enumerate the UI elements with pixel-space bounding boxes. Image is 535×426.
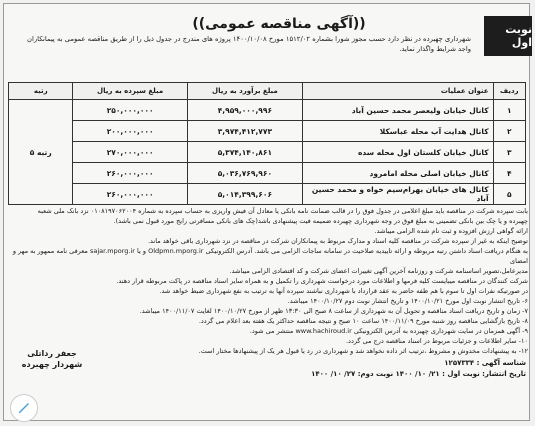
row-title: کانال خیابان کلستان اول محله سده: [302, 142, 493, 163]
body-line: مدیرعامل،تصویر اساسنامه شرکت و روزنامه آخرین آگهی تغییرات اعضای شرکت و کد اقتصادی الزامی میباشد.: [229, 267, 528, 275]
row-estimate: ۴,۹۵۹,۰۰۰,۹۹۶: [187, 100, 302, 121]
body-line: به هنگام دریافت اسناد داشتن رتبه مربوطه و ارائه تاییدیه صلاحیت در سامانه ساجات الزامی می باشد. آدرس الکترونیکی Oldpmn.mporg.ir و یا sajar.mporg.ir معرفی نامه ممهور به مهر و امضای: [12, 247, 528, 265]
row-title: کانال های خیابان بهرام‌سیم خواه و محمد حسین آباد: [302, 184, 493, 205]
row-number: ۲: [493, 121, 525, 142]
signer-role: شهردار چهبرده: [21, 360, 83, 369]
header-rank: رتبه: [9, 83, 73, 100]
row-estimate: ۵,۰۳۶,۷۶۹,۹۶۰: [187, 163, 302, 184]
row-number: ۵: [493, 184, 525, 205]
table-row: [9, 163, 526, 184]
table-row: [9, 184, 526, 205]
tender-table: [8, 82, 526, 205]
row-estimate: ۵,۰۱۴,۳۹۹,۶۰۶: [187, 184, 302, 205]
header-row-number: ردیف: [493, 83, 525, 100]
row-deposit: ۲۶۰,۰۰۰,۰۰۰: [73, 184, 187, 205]
table-row: [9, 142, 526, 163]
body-line: ۸- تاریخ بازگشایی مناقصه روز شنبه مورخ ۱۴۰۰/۱۱/۰۹ ساعت ۱۰ صبح و نتیجه مناقصه حداکثر یک هفته بعد اعلام می گردد.: [198, 317, 528, 325]
publish-dates: تاریخ انتشار: نوبت اول : ۲۱/ ۱۰/ ۱۴۰۰ نوبت دوم: ۲۷/ ۱۰/ ۱۴۰۰: [311, 370, 526, 378]
body-line: شرکت کنندگان در مناقصه میبایست کلیه فرمها و اطلاعات مورد درخواست شهرداری را تکمیل و به همراه سایر اسناد مناقصه در پاکت مربوطه قرار دهند.: [116, 277, 528, 285]
body-line: ۷- زمان و تاریخ دریافت اسناد مناقصه و تحویل آن به شهرداری از ساعت ۸ صبح الی ۱۳:۳۰ ظهر از مورخ ۱۴۰۰/۱۰/۲۷ لغایت ۱۴۰۰/۱۱/۰۷ میباشد.: [139, 307, 528, 315]
body-line: توضیح اینکه به غیر از سپرده شرکت در مناقصه کلیه اسناد و مدارک مربوط به پیمانکاران شرکت در مناقصه در نزد شهرداری باقی خواهد ماند.: [147, 237, 528, 245]
body-line: ارائه گواهی ارزش افزوده و ثبت نام شده الزامی میباشد.: [374, 227, 528, 235]
notice-footer: [270, 358, 526, 380]
row-estimate: ۳,۹۷۴,۴۱۲,۷۷۳: [187, 121, 302, 142]
body-line: ۱۲- به پیشنهادات مخدوش و مشروط ،ترتیب اثر داده نخواهد شد و شهرداری در رد یا قبول هر یک از پیشنهادها مختار است.: [198, 347, 528, 355]
notice-intro: شهرداری چهبرده در نظر دارد حسب مجوز شورا بشماره ۱۵۱۲/۰۲ مورخ ۱۴۰۰/۱۰/۰۸ پروژه های مندرج در جدول ذیل را از طریق مناقصه عمومی به پیمانکاران واجد شرایط واگذار نماید.: [26, 35, 471, 53]
body-line: چهبرده و یا چک بین بانکی تضمینی به مبلغ فوق در وجه شهرداری چهبرده ضمیمه فیت پیشنهادی باشد(چک های بانکی مسافرتی رایج مورد قبول نمی باشد).: [113, 217, 528, 225]
publication-round-tag: نوبت اول: [484, 16, 532, 56]
table-row: [9, 100, 526, 121]
body-line: ۱۰- سایر اطلاعات و جزئیات مربوط در اسناد مناقصه درج می گردد.: [345, 337, 528, 345]
header-deposit: مبلغ سپرده به ریال: [73, 83, 187, 100]
row-title: کانال خیابان ولیعصر محمد حسین آباد: [302, 100, 493, 121]
signer-name: جعفر رداتلی: [27, 349, 77, 358]
row-number: ۱: [493, 100, 525, 121]
pencil-icon: [16, 400, 32, 416]
table-row: [9, 121, 526, 142]
body-line: در صورتیکه نفرات اول تا سوم با هم ظفه حاضر به عقد قرارداد با شهرداری نباشند سپرده آنها به ترتیب به نفع شهرداری ضبط خواهد شد.: [159, 287, 528, 295]
row-deposit: ۲۶۰,۰۰۰,۰۰۰: [73, 163, 187, 184]
signature-block: [12, 348, 92, 370]
row-estimate: ۵,۳۷۴,۱۴۰,۸۶۱: [187, 142, 302, 163]
header-operation-title: عنوان عملیات: [302, 83, 493, 100]
body-line: ۹- آگهی همزمان در سایت شهرداری چهبرده به آدرس الکترونیکی www.hachiroud.ir منتشر می شود.: [249, 327, 528, 335]
notice-title: ((آگهی مناقصه عمومی)): [192, 16, 366, 32]
rank-cell: رتبه ۵: [9, 100, 73, 205]
table-header-row: [9, 83, 526, 100]
row-title: کانال خیابان اصلی محله امامرود: [302, 163, 493, 184]
notice-body: [10, 206, 528, 356]
header-estimate: مبلغ برآورد به ریال: [187, 83, 302, 100]
row-deposit: ۲۷۰,۰۰۰,۰۰۰: [73, 142, 187, 163]
row-deposit: ۲۰۰,۰۰۰,۰۰۰: [73, 121, 187, 142]
body-line: ۶- تاریخ انتشار نوبت اول مورخ ۱۴۰۰/۱۰/۲۱ و تاریخ انتشار نوبت دوم ۱۴۰۰/۱۰/۲۷ میباشد.: [287, 297, 528, 305]
row-title: کانال هدایت آب محله عباسکلا: [302, 121, 493, 142]
row-number: ۳: [493, 142, 525, 163]
body-line: بابت سپرده شرکت در مناقصه باید مبلغ اعلامی در جدول فوق را در قالب ضمانت نامه بانکی یا معادل آن فیش واریزی به حساب سپرده به شماره ۰۱۰۸۱۹۷۰۶۲۰۰۴ نزد بانک ملی شعبه: [37, 207, 528, 215]
row-deposit: ۲۵۰,۰۰۰,۰۰۰: [73, 100, 187, 121]
notice-id: شناسه آگهی : ۱۲۵۷۳۳۴: [444, 359, 526, 367]
row-number: ۴: [493, 163, 525, 184]
edit-badge[interactable]: [10, 394, 38, 422]
